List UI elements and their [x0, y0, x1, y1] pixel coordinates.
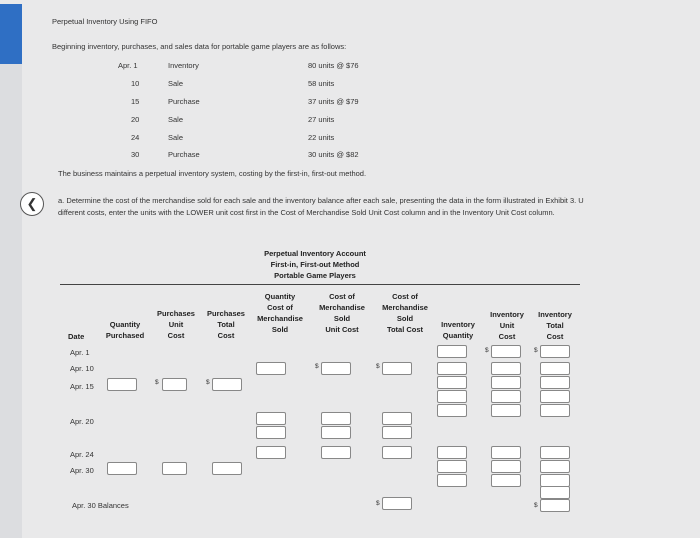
inv-unit-cost-input[interactable] [491, 362, 521, 375]
col-qty-purchased-1: Quantity [109, 320, 141, 329]
cogs-unit-cost-input[interactable] [321, 446, 351, 459]
col-cogs-qty-3: Merchandise [257, 314, 303, 323]
data-date: 24 [131, 133, 140, 142]
purch-total-cost-input[interactable] [212, 462, 242, 475]
inv-qty-input[interactable] [437, 362, 467, 375]
data-detail: 80 units @ $76 [308, 61, 359, 70]
row-date: Apr. 15 [70, 382, 94, 391]
inv-total-cost-input[interactable] [540, 446, 570, 459]
inv-unit-cost-input[interactable] [491, 446, 521, 459]
inv-total-cost-input[interactable] [540, 345, 570, 358]
inv-total-cost-input[interactable] [540, 404, 570, 417]
back-button[interactable] [20, 192, 44, 216]
inv-unit-cost-input[interactable] [491, 404, 521, 417]
data-date: Apr. 1 [118, 61, 138, 70]
cogs-qty-input[interactable] [256, 426, 286, 439]
col-cogs-total-4: Total Cost [386, 325, 424, 334]
data-date: 10 [131, 79, 140, 88]
cogs-unit-cost-input[interactable] [321, 426, 351, 439]
cogs-unit-cost-input[interactable] [321, 412, 351, 425]
col-cogs-total-1: Cost of [392, 292, 418, 301]
row-date: Apr. 10 [70, 364, 94, 373]
data-date: 15 [131, 97, 140, 106]
inv-qty-input[interactable] [437, 376, 467, 389]
inv-qty-input[interactable] [437, 390, 467, 403]
row-date: Apr. 30 Balances [72, 501, 129, 510]
page-title: Perpetual Inventory Using FIFO [52, 17, 158, 26]
purch-unit-cost-input[interactable] [162, 462, 187, 475]
currency-symbol: $ [155, 379, 159, 386]
col-cogs-unit-1: Cost of [329, 292, 355, 301]
inv-total-cost-input[interactable] [540, 362, 570, 375]
account-title: Perpetual Inventory Account [264, 249, 366, 258]
data-type: Inventory [168, 61, 199, 70]
purch-total-cost-input[interactable] [212, 378, 242, 391]
inv-unit-cost-input[interactable] [491, 345, 521, 358]
col-cogs-qty-1: Quantity [264, 292, 296, 301]
col-inv-qty-1: Inventory [441, 320, 475, 329]
cogs-qty-input[interactable] [256, 412, 286, 425]
currency-symbol: $ [534, 502, 538, 509]
inv-qty-input[interactable] [437, 404, 467, 417]
col-inv-total-2: Total [546, 321, 564, 330]
col-inv-total-3: Cost [546, 332, 564, 341]
inv-total-cost-input[interactable] [540, 376, 570, 389]
cogs-total-cost-input[interactable] [382, 362, 412, 375]
col-purch-unit-2: Unit [168, 320, 184, 329]
col-inv-qty-2: Quantity [442, 331, 474, 340]
inv-unit-cost-input[interactable] [491, 460, 521, 473]
col-purch-unit-3: Cost [167, 331, 185, 340]
inv-total-cost-input[interactable] [540, 390, 570, 403]
col-inv-total-1: Inventory [538, 310, 572, 319]
inv-total-cost-input[interactable] [540, 486, 570, 499]
sidebar-panel [0, 64, 22, 538]
col-inv-unit-1: Inventory [490, 310, 524, 319]
inv-qty-input[interactable] [437, 345, 467, 358]
inv-unit-cost-input[interactable] [491, 376, 521, 389]
inv-qty-input[interactable] [437, 460, 467, 473]
inv-total-cost-input[interactable] [540, 460, 570, 473]
inv-unit-cost-input[interactable] [491, 390, 521, 403]
data-type: Sale [168, 133, 184, 142]
currency-symbol: $ [376, 500, 380, 507]
purch-unit-cost-input[interactable] [162, 378, 187, 391]
data-detail: 58 units [308, 79, 335, 88]
qty-purchased-input[interactable] [107, 378, 137, 391]
method-text: The business maintains a perpetual inventory system, costing by the first-in, first-out method. [58, 169, 367, 178]
col-inv-unit-2: Unit [499, 321, 515, 330]
inv-qty-input[interactable] [437, 474, 467, 487]
cogs-total-cost-input[interactable] [382, 446, 412, 459]
data-type: Purchase [168, 97, 200, 106]
col-purch-unit-1: Purchases [157, 309, 195, 318]
cogs-qty-input[interactable] [256, 362, 286, 375]
data-detail: 37 units @ $79 [308, 97, 359, 106]
data-type: Sale [168, 79, 184, 88]
qty-purchased-input[interactable] [107, 462, 137, 475]
col-cogs-total-3: Sold [396, 314, 414, 323]
account-method: First-in, First-out Method [270, 260, 360, 269]
cogs-unit-cost-input[interactable] [321, 362, 351, 375]
col-cogs-total-2: Merchandise [382, 303, 428, 312]
chevron-left-icon: ❮ [26, 196, 38, 211]
currency-symbol: $ [534, 347, 538, 354]
currency-symbol: $ [315, 363, 319, 370]
col-cogs-unit-4: Unit Cost [325, 325, 359, 334]
currency-symbol: $ [206, 379, 210, 386]
data-date: 20 [131, 115, 140, 124]
data-detail: 30 units @ $82 [308, 150, 359, 159]
inv-qty-input[interactable] [437, 446, 467, 459]
col-cogs-qty-4: Sold [271, 325, 289, 334]
account-item: Portable Game Players [274, 271, 356, 280]
row-date: Apr. 1 [70, 348, 90, 357]
data-detail: 22 units [308, 133, 335, 142]
cogs-total-cost-input[interactable] [382, 412, 412, 425]
inv-total-balance-input[interactable] [540, 499, 570, 512]
sidebar-accent [0, 4, 22, 64]
cogs-total-cost-input[interactable] [382, 426, 412, 439]
data-type: Sale [168, 115, 184, 124]
currency-symbol: $ [485, 347, 489, 354]
col-cogs-unit-2: Merchandise [319, 303, 365, 312]
col-date-header: Date [68, 332, 85, 341]
intro-text: Beginning inventory, purchases, and sales data for portable game players are as follows: [52, 42, 347, 51]
question-line-1: a. Determine the cost of the merchandise sold for each sale and the inventory balance after each sale, presenting the data in the form illustrated in Exhibit 3. U [58, 196, 584, 205]
cogs-total-balance-input[interactable] [382, 497, 412, 510]
data-type: Purchase [168, 150, 200, 159]
currency-symbol: $ [376, 363, 380, 370]
data-date: 30 [131, 150, 140, 159]
row-date: Apr. 24 [70, 450, 94, 459]
inv-unit-cost-input[interactable] [491, 474, 521, 487]
table-divider [60, 284, 580, 285]
col-cogs-unit-3: Sold [333, 314, 351, 323]
col-qty-purchased-2: Purchased [105, 331, 145, 340]
row-date: Apr. 30 [70, 466, 94, 475]
data-detail: 27 units [308, 115, 335, 124]
row-date: Apr. 20 [70, 417, 94, 426]
col-purch-total-3: Cost [217, 331, 235, 340]
col-cogs-qty-2: Cost of [267, 303, 293, 312]
col-inv-unit-3: Cost [498, 332, 516, 341]
col-purch-total-1: Purchases [207, 309, 245, 318]
col-purch-total-2: Total [217, 320, 235, 329]
question-line-2: different costs, enter the units with the LOWER unit cost first in the Cost of Merchandise Sold Unit Cost column and in the Inventory Unit Cost column. [58, 208, 555, 217]
cogs-qty-input[interactable] [256, 446, 286, 459]
